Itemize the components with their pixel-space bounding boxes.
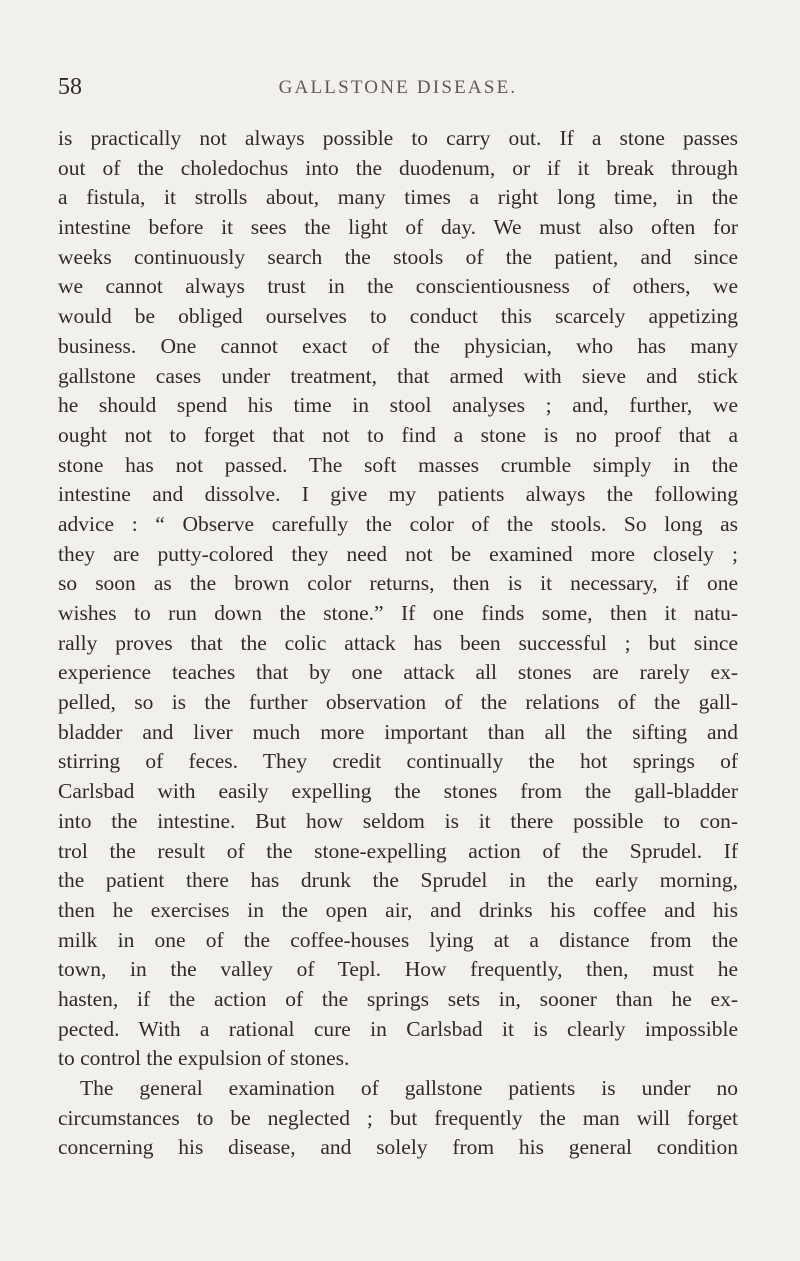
text-line: they are putty-colored they need not be examined more closely ; [58,541,738,566]
text-line: intestine before it sees the light of day. We must also often for [58,215,738,240]
text-line: gallstone cases under treatment, that armed with sieve and stick [58,363,738,388]
body-text [58,124,738,1163]
page-header [58,74,738,108]
text-line: a fistula, it strolls about, many times a right long time, in the [58,185,738,210]
text-line: the patient there has drunk the Sprudel in the early morning, [58,868,738,893]
text-line: out of the choledochus into the duodenum, or if it break through [58,155,738,180]
text-line: he should spend his time in stool analyses ; and, further, we [58,393,738,418]
text-line: pelled, so is the further observation of the relations of the gall- [58,690,738,715]
text-line: experience teaches that by one attack all stones are rarely ex- [58,660,738,685]
text-line: to control the expulsion of stones. [58,1046,350,1071]
text-line: intestine and dissolve. I give my patients always the following [58,482,738,507]
text-line: The general examination of gallstone patients is under no [80,1076,738,1100]
page-number: 58 [58,74,82,100]
text-line: concerning his disease, and solely from his general condition [58,1135,738,1160]
text-line: advice : “ Observe carefully the color of the stools. So long as [58,511,738,536]
text-line: weeks continuously search the stools of the patient, and since [58,244,738,269]
text-line: rally proves that the colic attack has been successful ; but since [58,630,738,655]
text-line: trol the result of the stone-expelling action of the Sprudel. If [58,838,738,863]
text-line: so soon as the brown color returns, then is it necessary, if one [58,571,738,596]
text-line: milk in one of the coffee-houses lying at a distance from the [58,927,738,952]
text-line: ought not to forget that not to find a stone is no proof that a [58,422,738,447]
text-line: circumstances to be neglected ; but frequently the man will forget [58,1105,738,1130]
text-line: is practically not always possible to carry out. If a stone passes [58,126,738,150]
text-line: hasten, if the action of the springs sets in, sooner than he ex- [58,986,738,1011]
text-line: would be obliged ourselves to conduct this scarcely appetizing [58,304,738,329]
text-line: pected. With a rational cure in Carlsbad it is clearly impossible [58,1016,738,1041]
text-line: then he exercises in the open air, and drinks his coffee and his [58,897,738,922]
text-line: town, in the valley of Tepl. How frequently, then, must he [58,957,738,982]
text-line: wishes to run down the stone.” If one finds some, then it natu- [58,601,738,625]
text-line: business. One cannot exact of the physician, who has many [58,333,738,358]
text-line: stone has not passed. The soft masses crumble simply in the [58,452,738,477]
text-line: we cannot always trust in the conscientiousness of others, we [58,274,738,299]
text-line: stirring of feces. They credit continually the hot springs of [58,749,738,774]
text-line: Carlsbad with easily expelling the stones from the gall-bladder [58,779,738,804]
text-line: bladder and liver much more important than all the sifting and [58,719,738,744]
text-line: into the intestine. But how seldom is it there possible to con- [58,808,738,833]
running-title: GALLSTONE DISEASE. [278,77,518,98]
